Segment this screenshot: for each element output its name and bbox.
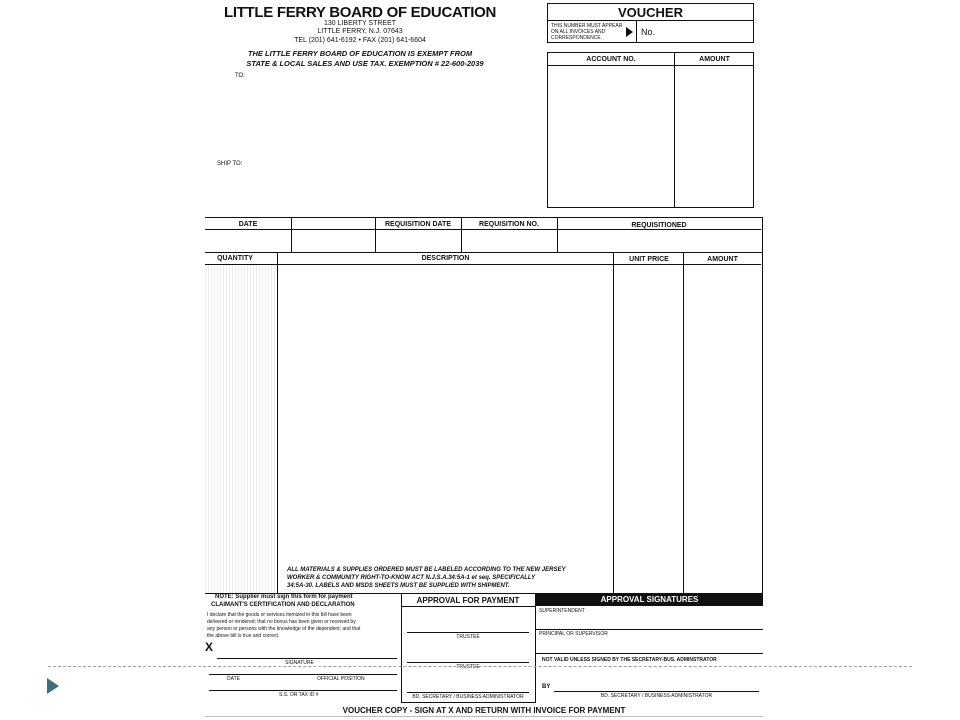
superintendent-label: SUPERINTENDENT [539, 608, 585, 614]
amount-header: AMOUNT [707, 256, 738, 263]
claimant-note: NOTE: Supplier must sign this form for payment [215, 594, 353, 600]
account-no-header: ACCOUNT NO. [586, 56, 636, 63]
to-label: TO: [235, 73, 245, 79]
approval-payment-title: APPROVAL FOR PAYMENT [416, 596, 520, 605]
account-amount-header: AMOUNT [699, 56, 730, 63]
trustee-label-2: TRUSTEE [456, 664, 480, 670]
claimant-text-4: the above bill is true and correct. [207, 633, 280, 639]
approval-signatures-title: APPROVAL SIGNATURES [536, 593, 763, 606]
tax-exempt-line-2: STATE & LOCAL SALES AND USE TAX. EXEMPTION # 22-600-2039 [246, 59, 484, 68]
voucher-note: THIS NUMBER MUST APPEAR ON ALL INVOICES AND CORRESPONDENCE [551, 23, 623, 41]
claimant-section [205, 593, 402, 703]
approval-signatures-section [536, 593, 763, 703]
voucher-copy-footer: VOUCHER COPY - SIGN AT X AND RETURN WITH INVOICE FOR PAYMENT [342, 706, 626, 715]
org-city: LITTLE FERRY, N.J. 07643 [317, 28, 403, 35]
requisition-no-header: REQUISITION NO. [479, 221, 539, 228]
not-valid-notice: NOT VALID UNLESS SIGNED BY THE SECRETARY-BUS. ADMINSTRATOR [542, 657, 717, 663]
sign-x-mark: X [205, 640, 214, 654]
date-label: DATE [227, 676, 240, 682]
claimant-text-3: any person or persons with the knowledge of the dependent; and that [207, 626, 361, 632]
slide-bullet-icon [47, 678, 59, 694]
claimant-title: CLAIMANT'S CERTIFICATION AND DECLARATION [211, 602, 355, 608]
principal-label: PRINCIPAL OR SUPERVISOR [539, 631, 608, 637]
voucher-no-label: No. [641, 27, 656, 37]
order-row-table [205, 217, 763, 253]
right-to-know-notice-line-2: WORKER & COMMUNITY RIGHT-TO-KNOW ACT N.J.S.A.34:5A-1 et seq. SPECIFICALLY [287, 575, 536, 581]
account-table [547, 52, 754, 208]
bd-secretary-label-left: BD. SECRETARY / BUSINESS ADMINISTRATOR [412, 694, 524, 700]
ship-to-label: SHIP TO: [217, 161, 243, 167]
right-to-know-notice-line-1: ALL MATERIALS & SUPPLIES ORDERED MUST BE LABELED ACCORDING TO THE NEW JERSEY [287, 567, 566, 573]
requisition-date-header: REQUISITION DATE [385, 221, 451, 228]
signature-label: SIGNATURE [285, 660, 314, 666]
ss-tax-label: S.S. OR TAX ID # [279, 692, 319, 698]
org-street: 130 LIBERTY STREET [323, 20, 397, 27]
slide-divider-line [48, 666, 912, 667]
approval-payment-section [401, 593, 536, 703]
org-phone: TEL (201) 641-6192 • FAX (201) 641-6604 [294, 37, 426, 44]
official-position-label: OFFICIAL POSITION [317, 676, 365, 682]
requisitioned-header: REQUISITIONED [631, 222, 687, 229]
by-label: BY [542, 684, 551, 690]
org-name: LITTLE FERRY BOARD OF EDUCATION [223, 4, 497, 21]
right-to-know-notice-line-3: 34:5A-30. LABELS AND MSDS SHEETS MUST BE SUPPLIED WITH SHIPMENT. [287, 583, 510, 589]
description-header: DESCRIPTION [421, 255, 470, 262]
unit-price-header: UNIT PRICE [629, 256, 669, 263]
date-header: DATE [238, 221, 258, 228]
items-table [205, 252, 763, 594]
claimant-text-1: I declare that the goods or services itemized in this bill have been [207, 612, 352, 618]
pointer-arrow-icon [626, 27, 633, 37]
voucher-form [205, 0, 763, 720]
quantity-header: QUANTITY [217, 255, 253, 262]
tax-exempt-line-1: THE LITTLE FERRY BOARD OF EDUCATION IS EXEMPT FROM [247, 49, 473, 58]
claimant-text-2: delivered or rendered; that no bonus has been given or received by [207, 619, 356, 625]
voucher-box [547, 3, 754, 43]
bd-secretary-label-right: BD. SECRETARY / BUSINESS ADMINISTRATOR [600, 693, 713, 699]
voucher-title: VOUCHER [617, 5, 683, 20]
trustee-label-1: TRUSTEE [456, 634, 480, 640]
